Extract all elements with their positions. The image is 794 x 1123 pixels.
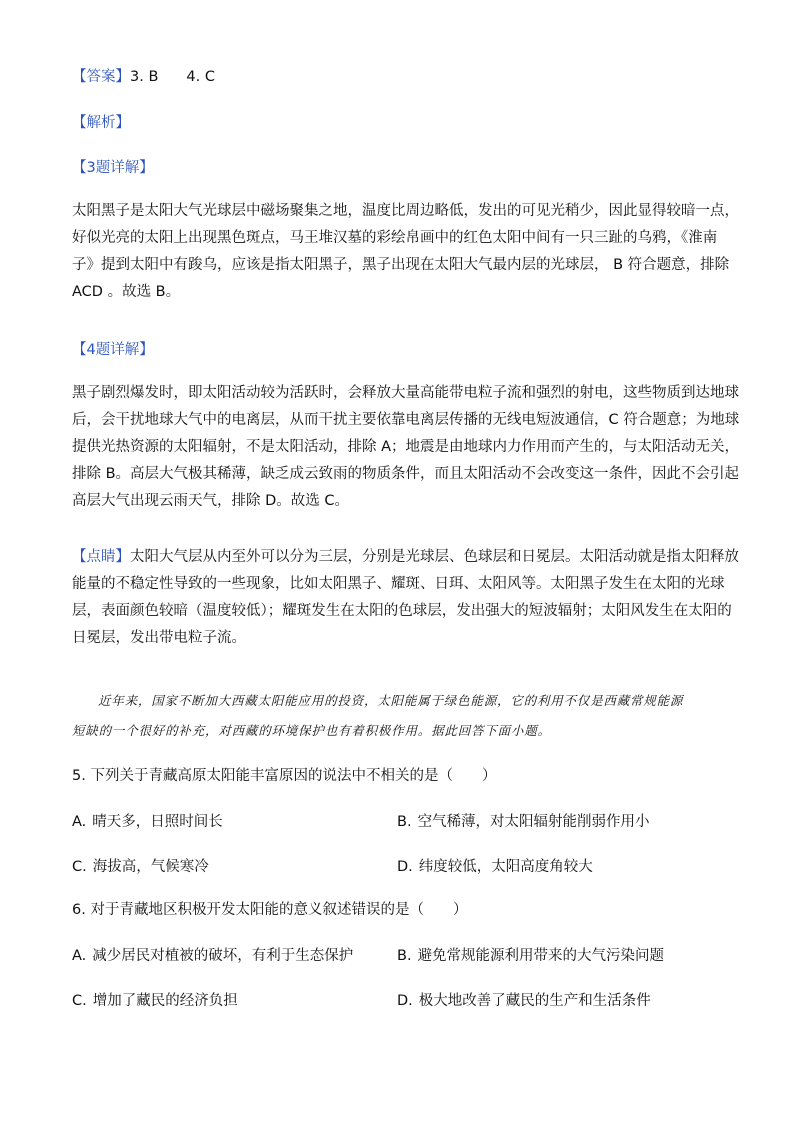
option-letter: C. (72, 859, 87, 875)
comment-tag: 【点睛】 (72, 549, 130, 565)
q3-detail-line: 子》提到太阳中有踆乌，应该是指太阳黑子，黑子出现在太阳大气最内层的光球层， B 符合题意，排除 (72, 257, 730, 273)
q3-detail-line: 太阳黑子是太阳大气光球层中磁场聚集之地，温度比周边略低，发出的可见光稍少，因此显得较暗一点， (72, 203, 739, 219)
option-b[interactable] (397, 946, 664, 966)
question-stem: 5. 下列关于青藏高原太阳能丰富原因的说法中不相关的是（ ） (72, 768, 497, 784)
q3-detail-line: ACD 。故选 B。 (72, 284, 181, 300)
option-letter: A. (72, 814, 87, 830)
option-text: 海拔高，气候寒冷 (92, 859, 209, 875)
option-text: 晴天多，日照时间长 (92, 814, 223, 830)
option-d[interactable] (397, 991, 651, 1011)
option-text: 极大地改善了藏民的生产和生活条件 (418, 993, 651, 1009)
option-letter: D. (397, 859, 413, 875)
option-text: 减少居民对植被的破坏，有利于生态保护 (92, 948, 354, 964)
option-c[interactable] (72, 991, 238, 1011)
comment-text: 太阳大气层从内至外可以分为三层，分别是光球层、色球层和日冕层。太阳活动就是指太阳释放 (130, 549, 739, 565)
option-letter: B. (397, 948, 412, 964)
option-letter: B. (397, 814, 412, 830)
answer-q3: 3. B (130, 69, 159, 85)
question-stem: 6. 对于青藏地区积极开发太阳能的意义叙述错误的是（ ） (72, 902, 468, 918)
analysis-tag: 【解析】 (72, 115, 130, 131)
comment-line: 日冕层，发出带电粒子流。 (72, 630, 246, 646)
q4-detail-tag: 【4题详解】 (72, 342, 154, 358)
answer-tag: 【答案】 (72, 69, 130, 85)
option-letter: D. (397, 993, 413, 1009)
q3-detail-tag: 【3题详解】 (72, 160, 154, 176)
option-letter: A. (72, 948, 87, 964)
option-letter: C. (72, 993, 87, 1009)
answer-q4: 4. C (186, 69, 215, 85)
answer-line (72, 67, 215, 87)
option-text: 避免常规能源利用带来的大气污染问题 (417, 948, 665, 964)
comment-line (72, 547, 739, 567)
q4-detail-line: 排除 B。高层大气极其稀薄，缺乏成云致雨的物质条件，而且太阳活动不会改变这一条件，因此不会引起 (72, 466, 740, 482)
option-b[interactable] (397, 812, 650, 832)
option-a[interactable] (72, 812, 223, 832)
comment-line: 层，表面颜色较暗（温度较低）；耀斑发生在太阳的色球层，发出强大的短波辐射；太阳风发生在太阳的 (72, 603, 732, 619)
comment-line: 能量的不稳定性导致的一些现象，比如太阳黑子、耀斑、日珥、太阳风等。太阳黑子发生在太阳的光球 (72, 576, 725, 592)
option-a[interactable] (72, 946, 353, 966)
option-d[interactable] (397, 857, 593, 877)
intro-line: 近年来，国家不断加大西藏太阳能应用的投资，太阳能属于绿色能源，它的利用不仅是西藏常规能源 (98, 693, 684, 708)
q4-detail-line: 黑子剧烈爆发时，即太阳活动较为活跃时，会释放大量高能带电粒子流和强烈的射电，这些物质到达地球 (72, 385, 739, 401)
option-text: 空气稀薄，对太阳辐射能削弱作用小 (417, 814, 650, 830)
option-c[interactable] (72, 857, 209, 877)
option-text: 增加了藏民的经济负担 (92, 993, 238, 1009)
q4-detail-line: 后，会干扰地球大气中的电离层，从而干扰主要依靠电离层传播的无线电短波通信，C 符合题意；为地球 (72, 412, 740, 428)
q3-detail-line: 好似光亮的太阳上出现黑色斑点，马王堆汉墓的彩绘帛画中的红色太阳中间有一只三趾的乌鸦，《淮南 (72, 230, 718, 246)
q4-detail-line: 高层大气出现云雨天气，排除 D。故选 C。 (72, 493, 350, 509)
option-text: 纬度较低，太阳高度角较大 (418, 859, 593, 875)
q4-detail-line: 提供光热资源的太阳辐射，不是太阳活动，排除 A；地震是由地球内力作用而产生的，与太阳活动无关， (72, 439, 740, 455)
intro-line: 短缺的一个很好的补充，对西藏的环境保护也有着积极作用。据此回答下面小题。 (72, 723, 551, 738)
